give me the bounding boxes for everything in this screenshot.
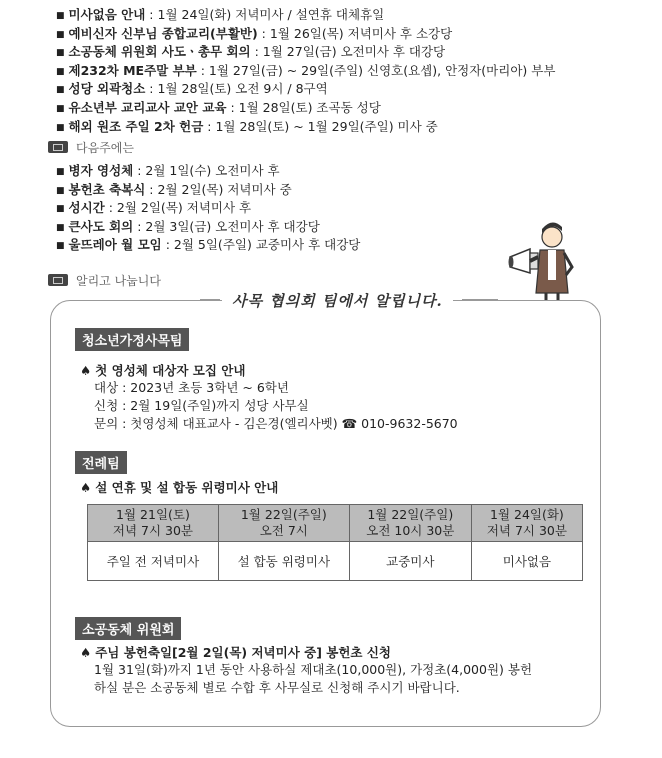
divider bbox=[200, 299, 220, 300]
section-heading-next-week bbox=[48, 139, 134, 155]
list-item: ■ 유소년부 교리교사 교안 교육 : 1월 28일(토) 조곡동 성당 bbox=[56, 99, 555, 118]
section-heading-share bbox=[48, 272, 161, 288]
list-item: ■ 소공동체 위원회 사도ㆍ총무 회의 : 1월 27일(금) 오전미사 후 대강당 bbox=[56, 43, 555, 62]
notice-title: ♠ 첫 영성체 대상자 모집 안내 bbox=[80, 363, 246, 378]
schedule-list bbox=[56, 6, 555, 136]
section-title: 다음주에는 bbox=[76, 140, 134, 155]
list-item: ■ 성당 외곽청소 : 1월 28일(토) 오전 9시 / 8구역 bbox=[56, 80, 555, 99]
section-title: 알리고 나눕니다 bbox=[76, 273, 161, 288]
table-header-cell: 1월 24일(화) 저녁 7시 30분 bbox=[471, 505, 582, 542]
table-cell: 미사없음 bbox=[471, 542, 582, 581]
notice-body: 대상 : 2023년 초등 3학년 ~ 6학년 신청 : 2월 19일(주일)까지 성당 사무실 문의 : 첫영성체 대표교사 - 김은경(엘리사벳) ☎ 010-9632-5670 bbox=[94, 380, 458, 431]
spade-icon: ♠ bbox=[80, 363, 92, 378]
notice-body: 1월 31일(화)까지 1년 동안 사용하실 제대초(10,000원), 가정초(4,000원) 봉헌 하실 분은 소공동체 별로 수합 후 사무실로 신청해 주시기 바랍니다. bbox=[94, 662, 533, 695]
spade-icon: ♠ bbox=[80, 645, 92, 660]
table-header-cell: 1월 22일(주일) 오전 10시 30분 bbox=[349, 505, 471, 542]
notice-banner: 사목 협의회 팀에서 알립니다. bbox=[222, 290, 453, 311]
table-cell: 설 합동 위령미사 bbox=[218, 542, 349, 581]
list-item: ■ 제232차 ME주말 부부 : 1월 27일(금) ~ 29일(주일) 신영호(요셉), 안정자(마리아) 부부 bbox=[56, 62, 555, 81]
list-item: ■ 해외 원조 주일 2차 헌금 : 1월 28일(토) ~ 1월 29일(주일) 미사 중 bbox=[56, 118, 555, 137]
list-item: ■ 울뜨레아 월 모임 : 2월 5일(주일) 교중미사 후 대강당 bbox=[56, 236, 360, 255]
notice-title: ♠ 설 연휴 및 설 합동 위령미사 안내 bbox=[80, 480, 279, 495]
notice-title: ♠ 주님 봉헌축일[2월 2일(목) 저녁미사 중] 봉헌초 신청 bbox=[80, 645, 392, 660]
list-item: ■ 미사없음 안내 : 1월 24일(화) 저녁미사 / 설연휴 대체휴일 bbox=[56, 6, 555, 25]
section-icon bbox=[48, 274, 68, 286]
team-label: 소공동체 위원회 bbox=[75, 617, 181, 640]
section-icon bbox=[48, 141, 68, 153]
megaphone-mascot-icon bbox=[508, 215, 580, 300]
list-item: ■ 병자 영성체 : 2월 1일(수) 오전미사 후 bbox=[56, 162, 360, 181]
table-header-row bbox=[88, 505, 583, 542]
table-header-cell: 1월 21일(토) 저녁 7시 30분 bbox=[88, 505, 219, 542]
table-cell: 교중미사 bbox=[349, 542, 471, 581]
next-week-list bbox=[56, 162, 360, 255]
mass-schedule-table bbox=[87, 504, 583, 581]
divider bbox=[462, 299, 498, 300]
team-label: 청소년가정사목팀 bbox=[75, 328, 189, 351]
list-item: ■ 봉헌초 축복식 : 2월 2일(목) 저녁미사 중 bbox=[56, 181, 360, 200]
table-row bbox=[88, 542, 583, 581]
list-item: ■ 큰사도 회의 : 2월 3일(금) 오전미사 후 대강당 bbox=[56, 218, 360, 237]
table-cell: 주일 전 저녁미사 bbox=[88, 542, 219, 581]
list-item: ■ 성시간 : 2월 2일(목) 저녁미사 후 bbox=[56, 199, 360, 218]
team-label: 전례팀 bbox=[75, 451, 127, 474]
list-item: ■ 예비신자 신부님 종합교리(부활반) : 1월 26일(목) 저녁미사 후 소강당 bbox=[56, 25, 555, 44]
table-header-cell: 1월 22일(주일) 오전 7시 bbox=[218, 505, 349, 542]
spade-icon: ♠ bbox=[80, 480, 92, 495]
